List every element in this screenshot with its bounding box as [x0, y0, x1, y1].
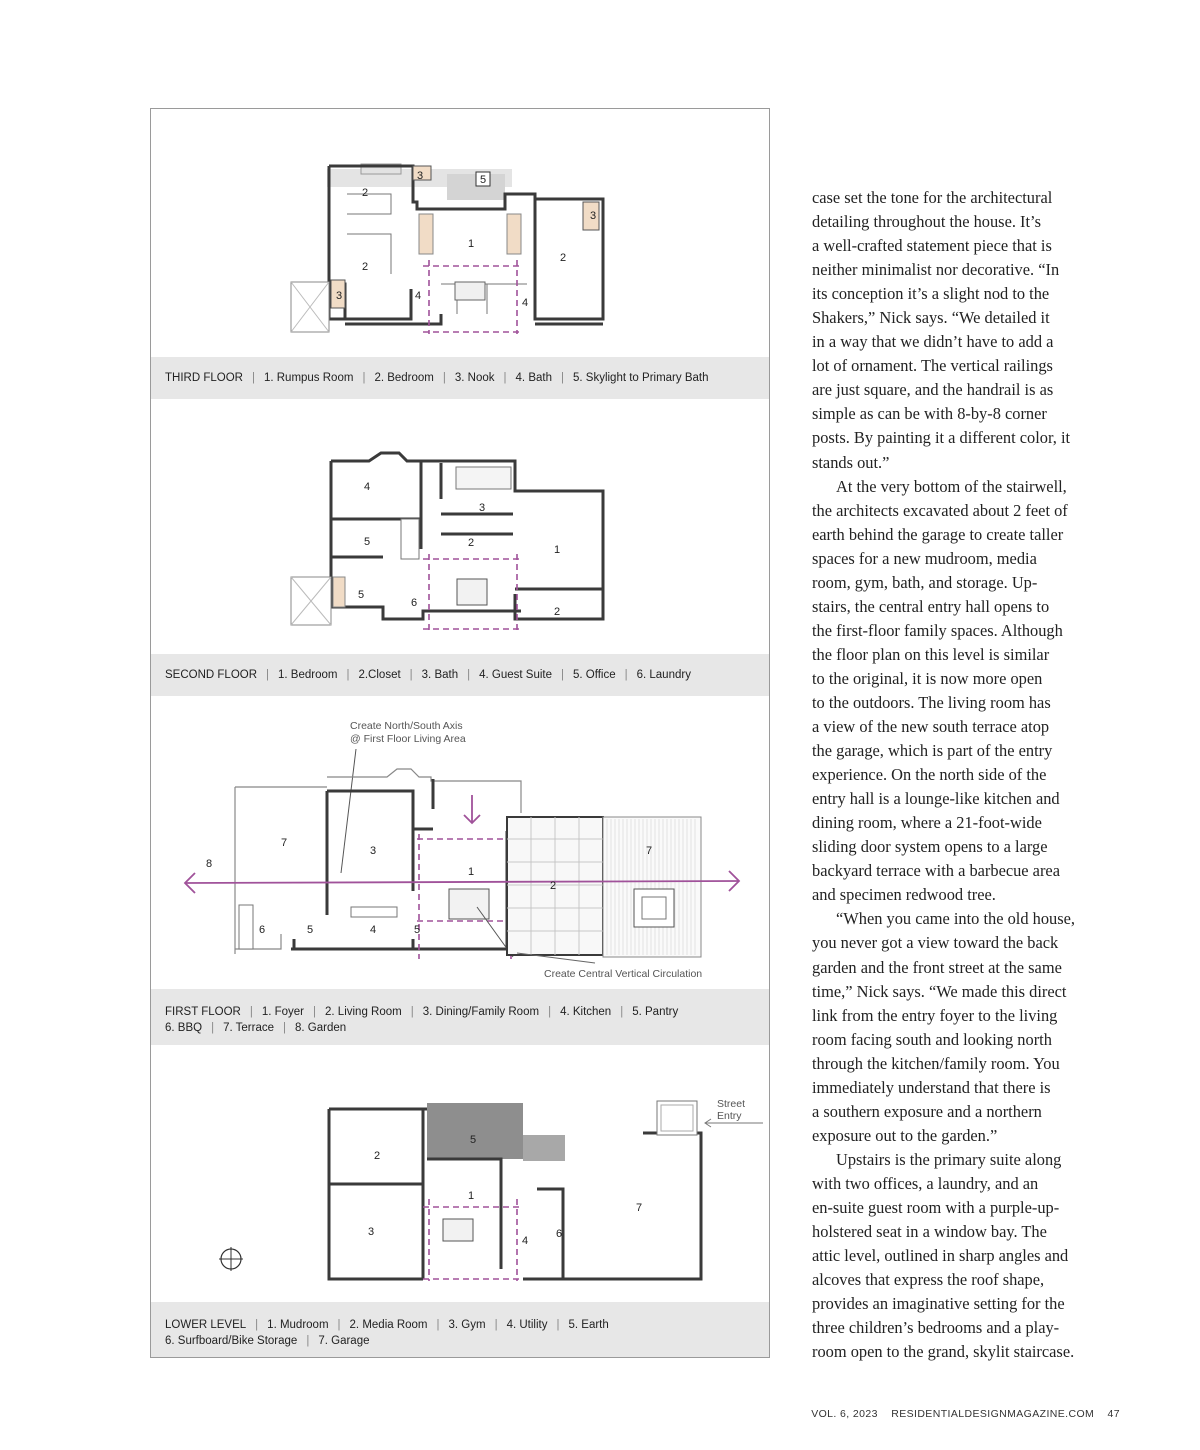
annotation-circulation: Create Central Vertical Circulation [544, 968, 703, 980]
third-room-2c: 2 [361, 261, 369, 273]
lower-level-plan [151, 1079, 769, 1299]
body-line: room facing south and looking north [812, 1029, 1052, 1049]
third-room-4b: 4 [521, 297, 529, 309]
lower-room-5: 5 [469, 1134, 477, 1146]
second-floor-caption: SECOND FLOOR | 1. Bedroom | 2.Closet | 3. Bath | 4. Guest Suite | 5. Office | 6. Laundry [151, 654, 769, 696]
body-line: case set the tone for the architectural [812, 188, 1053, 207]
second-room-5a: 5 [363, 536, 371, 548]
second-room-1: 1 [553, 544, 561, 556]
first-caption-item: 7. Terrace [223, 1022, 275, 1034]
body-line: the architects excavated about 2 feet of [812, 500, 1068, 520]
axis-annotation-line2: @ First Floor Living Area [350, 733, 466, 745]
third-caption-item: 4. Bath [515, 372, 552, 384]
lower-room-6: 6 [555, 1228, 563, 1240]
body-line: sliding door system opens to a large [812, 837, 1048, 857]
first-room-5a: 5 [306, 924, 314, 936]
lower-caption-item: 3. Gym [448, 1319, 486, 1331]
street-entry-line2: Entry [717, 1110, 742, 1122]
body-line: holstered seat in a window bay. The [812, 1222, 1047, 1242]
second-caption-title: SECOND FLOOR [165, 669, 258, 681]
body-line: backyard terrace with a barbecue area [812, 861, 1060, 881]
body-line: with two offices, a laundry, and an [812, 1173, 1039, 1193]
body-line: a well-crafted statement piece that is [812, 236, 1052, 256]
body-line: provides an imaginative setting for the [812, 1294, 1065, 1314]
body-line: the floor plan on this level is similar [812, 644, 1050, 664]
third-room-2a: 2 [361, 187, 369, 199]
third-room-3b: 3 [589, 210, 597, 222]
body-line: a southern exposure and a northern [812, 1101, 1042, 1121]
first-room-4: 4 [369, 924, 377, 936]
body-line: attic level, outlined in sharp angles and [812, 1246, 1069, 1266]
floor-plans-panel [150, 108, 770, 1358]
first-caption-item: 4. Kitchen [560, 1006, 612, 1018]
axis-annotation-line1: Create North/South Axis [350, 720, 463, 732]
first-caption-item: 6. BBQ [165, 1022, 203, 1034]
body-line: stairs, the central entry hall opens to [812, 596, 1050, 616]
second-room-2b: 2 [553, 606, 561, 618]
third-caption-item: 5. Skylight to Primary Bath [572, 372, 709, 384]
body-line: lot of ornament. The vertical railings [812, 356, 1053, 376]
first-room-7a: 7 [280, 837, 288, 849]
first-room-7b: 7 [645, 845, 653, 857]
lower-caption-item: 1. Mudroom [267, 1319, 329, 1331]
third-caption-item: 3. Nook [454, 372, 495, 384]
body-line: immediately understand that there is [812, 1077, 1051, 1097]
body-line: room open to the grand, skylit staircase. [812, 1342, 1075, 1362]
footer-site: RESIDENTIALDESIGNMAGAZINE.COM [891, 1408, 1095, 1420]
lower-room-2: 2 [373, 1150, 381, 1162]
body-line: through the kitchen/family room. You [812, 1053, 1060, 1073]
lower-room-3: 3 [367, 1226, 375, 1238]
page-footer [780, 1408, 1120, 1420]
lower-room-4: 4 [521, 1235, 529, 1247]
first-floor-caption: FIRST FLOOR | 1. Foyer | 2. Living Room | 3. Dining/Family Room | 4. Kitchen | 5. Pantry 6. BBQ | 7. Terrace | 8. Garden [151, 989, 769, 1045]
lower-caption-item: 7. Garage [318, 1335, 370, 1347]
third-floor-plan [151, 154, 769, 354]
second-caption-item: 2.Closet [358, 669, 401, 681]
lower-caption-item: 2. Media Room [349, 1319, 428, 1331]
lower-caption-item: 6. Surfboard/Bike Storage [165, 1335, 298, 1347]
body-line: simple as can be with 8-by-8 corner [812, 404, 1047, 424]
body-line: Shakers,” Nick says. “We detailed it [812, 308, 1050, 328]
second-caption-item: 6. Laundry [636, 669, 691, 681]
first-room-8: 8 [205, 858, 213, 870]
body-line: detailing throughout the house. It’s [812, 212, 1041, 232]
body-line: neither minimalist nor decorative. “In [812, 260, 1060, 280]
body-line: you never got a view toward the back [812, 933, 1059, 953]
lower-level-caption: LOWER LEVEL | 1. Mudroom | 2. Media Room | 3. Gym | 4. Utility | 5. Earth 6. Surfboard/Bike Storage | 7. Garage [151, 1302, 769, 1357]
lower-caption-title: LOWER LEVEL [165, 1319, 247, 1331]
footer-volume: VOL. 6, 2023 [811, 1408, 878, 1420]
body-line: three children’s bedrooms and a play- [812, 1318, 1060, 1338]
third-caption-item: 2. Bedroom [374, 372, 434, 384]
body-line: posts. By painting it a different color, it [812, 428, 1071, 448]
first-room-1: 1 [467, 866, 475, 878]
first-room-6: 6 [258, 924, 266, 936]
body-line: spaces for a new mudroom, media [812, 548, 1037, 568]
second-caption-item: 5. Office [572, 669, 616, 681]
first-room-2: 2 [549, 880, 557, 892]
body-line: en-suite guest room with a purple-up- [812, 1197, 1060, 1217]
body-line: earth behind the garage to create taller [812, 524, 1064, 544]
article-body [812, 186, 1122, 1364]
third-floor-caption: THIRD FLOOR | 1. Rumpus Room | 2. Bedroom | 3. Nook | 4. Bath | 5. Skylight to Primary Bath [151, 357, 769, 399]
body-line: in a way that we didn’t have to add a [812, 332, 1054, 352]
second-room-5b: 5 [357, 589, 365, 601]
first-caption-item: 3. Dining/Family Room [422, 1006, 540, 1018]
body-line: time,” Nick says. “We made this direct [812, 981, 1067, 1001]
second-room-6: 6 [410, 597, 418, 609]
first-caption-title: FIRST FLOOR [165, 1006, 241, 1018]
first-caption-item: 1. Foyer [261, 1006, 305, 1018]
second-floor-plan [151, 439, 769, 639]
second-caption-item: 1. Bedroom [278, 669, 338, 681]
body-line: room, gym, bath, and storage. Up- [812, 572, 1038, 592]
first-caption-item: 5. Pantry [632, 1006, 679, 1018]
second-room-3: 3 [478, 502, 486, 514]
page-number: 47 [1107, 1408, 1120, 1420]
first-room-5b: 5 [413, 924, 421, 936]
third-room-4a: 4 [414, 290, 422, 302]
body-line: entry hall is a lounge-like kitchen and [812, 789, 1060, 809]
body-line: a view of the new south terrace atop [812, 717, 1050, 737]
body-line: are just square, and the handrail is as [812, 380, 1054, 400]
body-line: “When you came into the old house, [836, 909, 1075, 929]
body-line: the garage, which is part of the entry [812, 741, 1053, 761]
third-room-5: 5 [479, 174, 487, 186]
lower-caption-item: 4. Utility [506, 1319, 548, 1331]
body-line: experience. On the north side of the [812, 765, 1047, 785]
third-room-2b: 2 [559, 252, 567, 264]
first-caption-item: 2. Living Room [325, 1006, 402, 1018]
first-floor-plan [151, 709, 769, 984]
second-caption-item: 4. Guest Suite [479, 669, 552, 681]
third-room-1: 1 [467, 238, 475, 250]
second-room-4: 4 [363, 481, 371, 493]
lower-room-7: 7 [635, 1202, 643, 1214]
street-entry-line1: Street [717, 1098, 746, 1110]
body-line: to the original, it is now more open [812, 668, 1043, 688]
body-line: stands out.” [812, 452, 890, 472]
body-line: garden and the front street at the same [812, 957, 1062, 977]
body-line: alcoves that express the roof shape, [812, 1270, 1045, 1290]
body-line: dining room, where a 21-foot-wide [812, 813, 1042, 833]
first-caption-item: 8. Garden [295, 1022, 347, 1034]
body-line: exposure out to the garden.” [812, 1125, 998, 1145]
body-line: and specimen redwood tree. [812, 885, 996, 905]
third-caption-item: 1. Rumpus Room [263, 372, 354, 384]
body-line: the first-floor family spaces. Although [812, 620, 1063, 640]
second-room-2a: 2 [467, 537, 475, 549]
third-room-3a: 3 [416, 170, 424, 182]
first-room-3: 3 [369, 845, 377, 857]
lower-room-1: 1 [467, 1190, 475, 1202]
body-line: its conception it’s a slight nod to the [812, 284, 1050, 304]
body-line: At the very bottom of the stairwell, [836, 476, 1067, 496]
third-room-3c: 3 [335, 290, 343, 302]
third-caption-title: THIRD FLOOR [165, 372, 243, 384]
body-line: link from the entry foyer to the living [812, 1005, 1058, 1025]
lower-caption-item: 5. Earth [568, 1319, 609, 1331]
body-line: to the outdoors. The living room has [812, 692, 1051, 712]
second-caption-item: 3. Bath [421, 669, 459, 681]
body-line: Upstairs is the primary suite along [836, 1149, 1062, 1169]
